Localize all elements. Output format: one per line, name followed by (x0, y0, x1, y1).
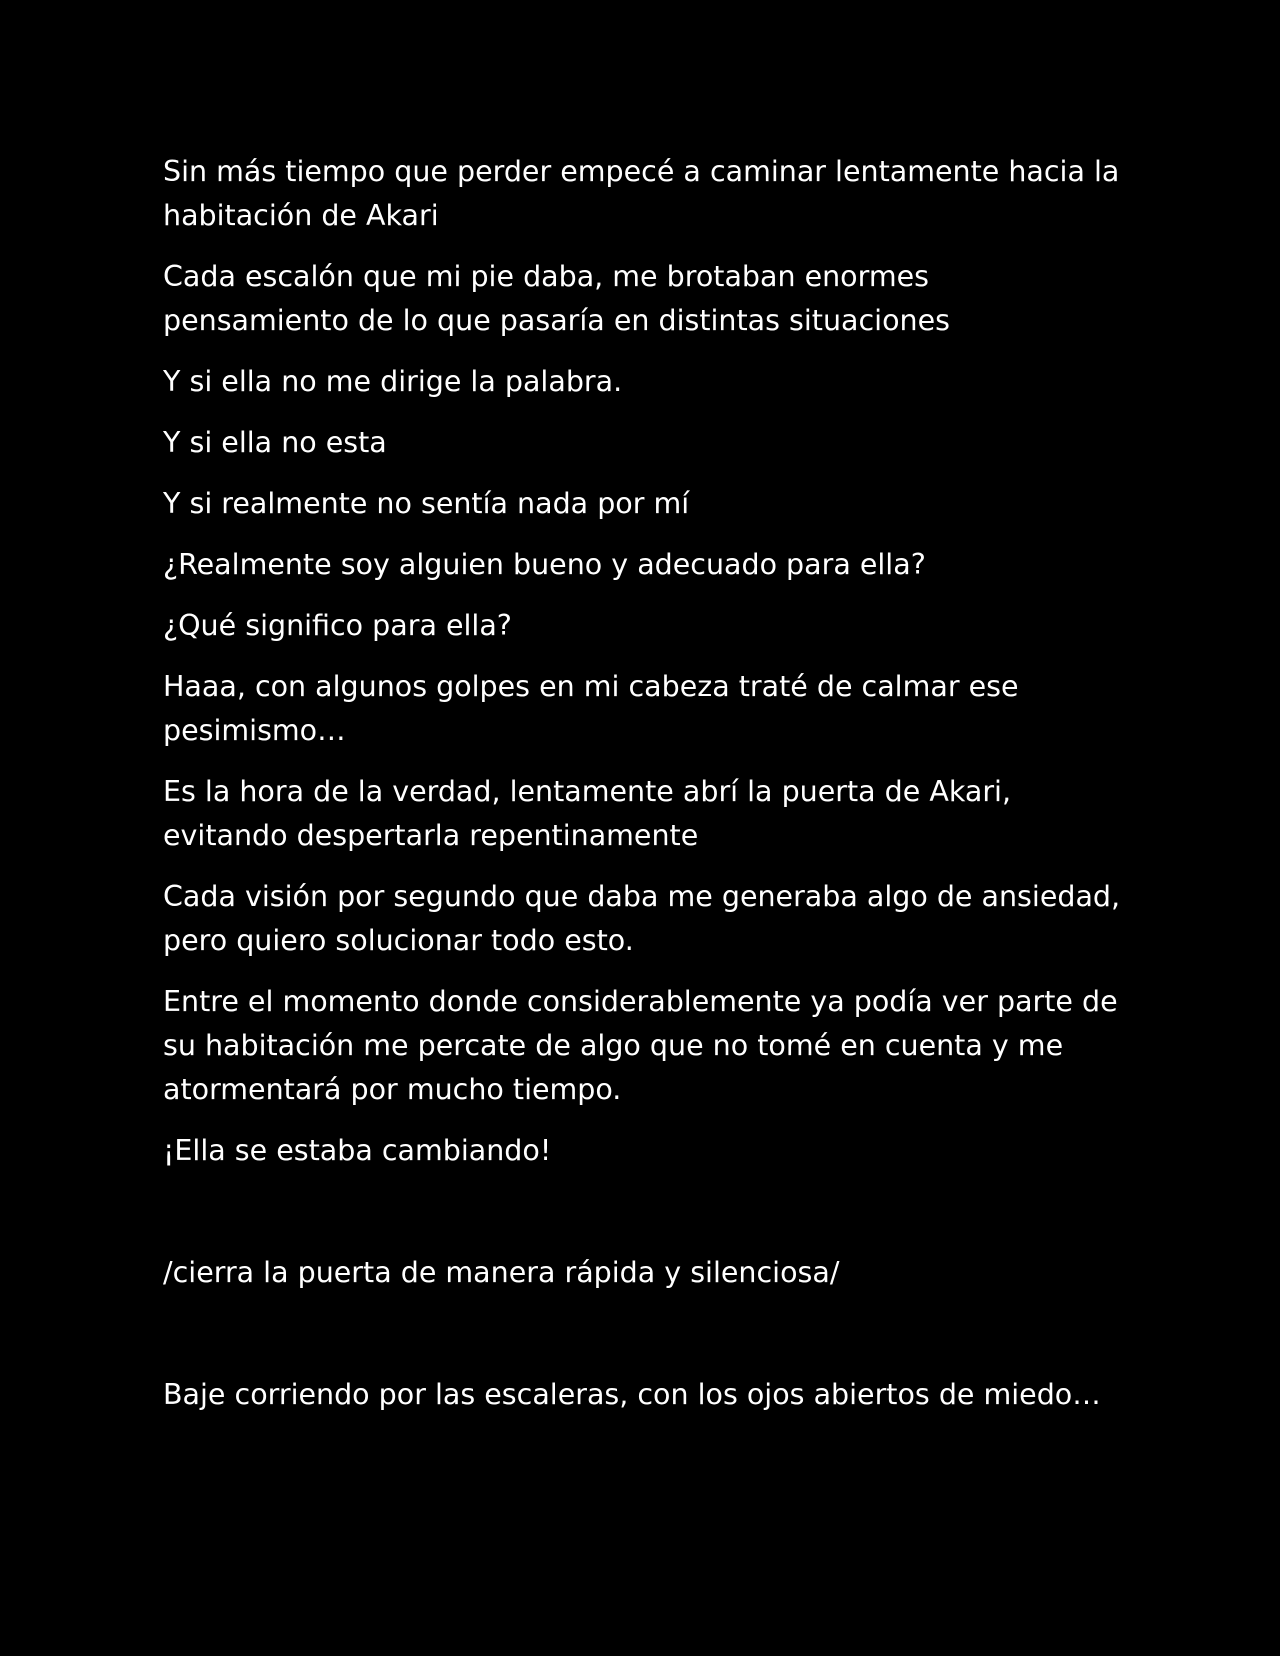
paragraph: ¿Qué significo para ella? (163, 609, 512, 642)
paragraph: Es la hora de la verdad, lentamente abrí la puerta de Akari, evitando despertarla repentinamente (163, 775, 1012, 852)
paragraph: Y si realmente no sentía nada por mí (163, 487, 690, 520)
paragraph: Y si ella no esta (163, 426, 387, 459)
paragraph: /cierra la puerta de manera rápida y silenciosa/ (163, 1256, 840, 1289)
paragraph: Baje corriendo por las escaleras, con los ojos abiertos de miedo… (163, 1378, 1101, 1411)
paragraph: Y si ella no me dirige la palabra. (163, 365, 623, 398)
paragraph: ¡Ella se estaba cambiando! (163, 1134, 552, 1167)
paragraph: ¿Realmente soy alguien bueno y adecuado para ella? (163, 548, 926, 581)
paragraph: Haaa, con algunos golpes en mi cabeza traté de calmar ese pesimismo… (163, 670, 1019, 747)
paragraph: Cada escalón que mi pie daba, me brotaban enormes pensamiento de lo que pasaría en distintas situaciones (163, 260, 950, 337)
story-text (163, 150, 1123, 1434)
paragraph: Entre el momento donde considerablemente ya podía ver parte de su habitación me percate de algo que no tomé en cuenta y me atormentará por mucho tiempo. (163, 985, 1118, 1106)
paragraph: Sin más tiempo que perder empecé a caminar lentamente hacia la habitación de Akari (163, 155, 1120, 232)
paragraph: Cada visión por segundo que daba me generaba algo de ansiedad, pero quiero solucionar todo esto. (163, 880, 1121, 957)
